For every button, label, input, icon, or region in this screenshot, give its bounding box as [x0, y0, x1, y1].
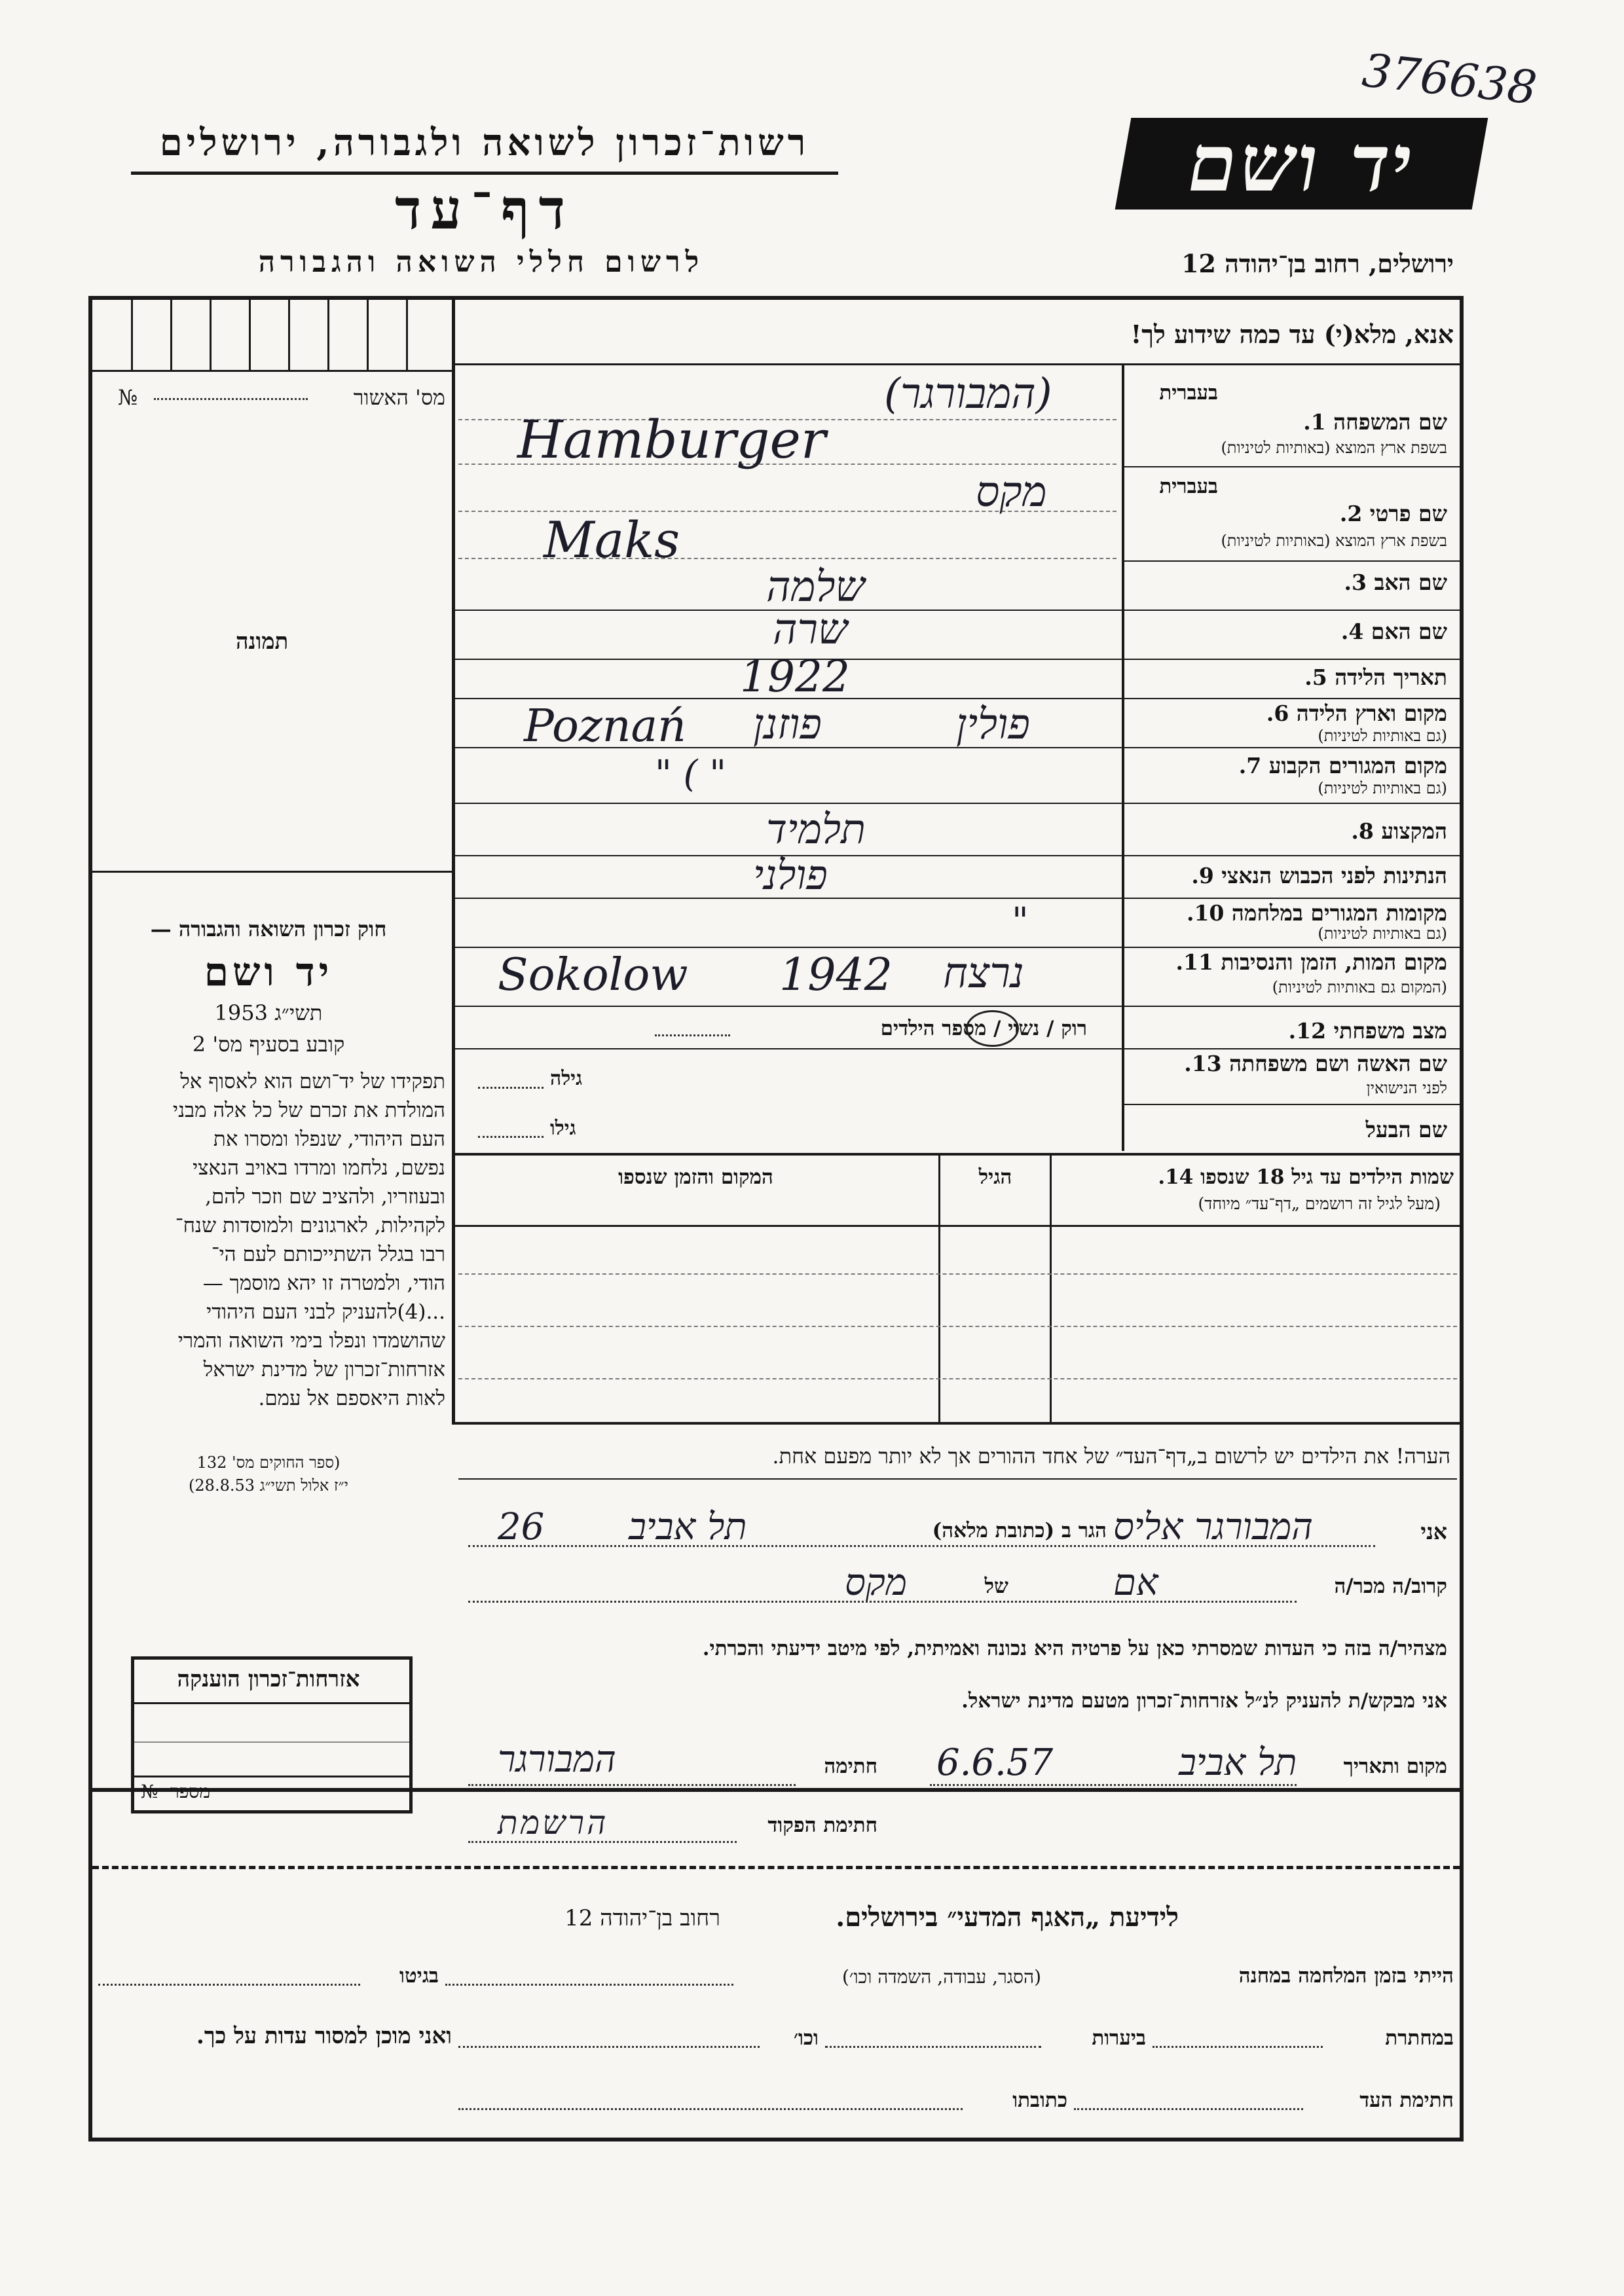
- note-text: הערה! את הילדים יש לרשום ב„דף־העד״ של אחד ההורים אך לא יותר מפעם אחת.: [772, 1444, 1450, 1468]
- field-11-sub: (המקום גם באותיות לטיניות): [1272, 978, 1447, 996]
- approval-number-label: מס' האשור: [353, 385, 445, 410]
- footer-line2-b: ביערות: [1092, 2026, 1146, 2050]
- law-name: יד ושם: [204, 949, 333, 995]
- decl-date-value[interactable]: 6.6.57: [936, 1741, 1054, 1784]
- archive-number: 376638: [1359, 43, 1540, 115]
- decl-relative-label: קרוב/ה מכר/ה: [1334, 1575, 1447, 1598]
- field-2-value-latin[interactable]: Maks: [544, 511, 680, 569]
- decl-address-number[interactable]: 26: [498, 1506, 545, 1548]
- left-column-divider: [452, 296, 455, 1422]
- field-6-value-country[interactable]: פולין: [956, 701, 1030, 749]
- footer-line1-c: בגיטו: [399, 1964, 439, 1988]
- field-4-value[interactable]: שרה: [773, 606, 848, 654]
- field-11-value-latin[interactable]: Sokolow: [498, 949, 688, 1001]
- frame-top: [88, 296, 1464, 300]
- approval-number-symbol: №: [118, 385, 138, 410]
- form-title: דף־עד: [394, 177, 574, 242]
- footer-line1-b: (הסגר, עבודה, השמדה וכו׳): [841, 1966, 1041, 1988]
- field-9-value[interactable]: פולני: [753, 851, 828, 899]
- field-10-value[interactable]: ": [1012, 900, 1029, 943]
- field-7-sub: (גם באותיות לטיניות): [1318, 779, 1447, 797]
- footer-separator: [92, 1866, 1460, 1869]
- field-10-sub: (גם באותיות לטיניות): [1318, 924, 1447, 943]
- authority-underline: [131, 172, 838, 175]
- field-11-value-hebrew[interactable]: נרצח: [943, 949, 1024, 998]
- header-address: ירושלים, רחוב בן־יהודה 12: [1181, 249, 1454, 278]
- footer-line3-b: כתובתו: [1012, 2088, 1067, 2112]
- field-7-label: מקום המגורים הקבוע 7.: [1238, 753, 1447, 778]
- field-1-label: שם המשפחה 1.: [1303, 409, 1447, 435]
- decl-place-value[interactable]: תל אביב: [1179, 1741, 1297, 1784]
- field-9-label: הנתינות לפני הכבוש הנאצי 9.: [1191, 863, 1447, 888]
- field-1-value-hebrew[interactable]: (המבורגר): [884, 370, 1052, 418]
- children-col-age: הגיל: [978, 1165, 1012, 1189]
- instruction-bottom: [452, 363, 1464, 365]
- footer-right: [1460, 1788, 1464, 2141]
- frame-right: [1460, 296, 1464, 1792]
- law-year: תשי״ג 1953: [214, 1000, 323, 1025]
- law-body: תפקידו של יד־ושם הוא לאסוף אל המולדת את זכרם של כל אלה מבני העם היהודי, שנפלו ומסרו את נפשם, נלחמו ומרדו באויב הנאצי ובעוזריו, ולהציב שם וזכר להם, לקהילות, לארגונים ולמוסדות שנח־ רבו בגלל השתייכותם לעם הי־ הודי, ולמטרה זו יהא מוסמך — ...(4)להעניק לבני העם היהודי שהושמדו ונפלו בימי השואה והמרי אזרחות־זכרון של מדינת ישראל לאות היאספם אל עמם.: [172, 1070, 445, 1410]
- decl-official-label: חתימת הפקוד: [767, 1813, 877, 1837]
- decl-address-value[interactable]: תל אביב: [629, 1506, 747, 1548]
- footer-address: רחוב בן־יהודה 12: [564, 1905, 720, 1931]
- boxes-bottom: [88, 370, 455, 372]
- field-2-label: שם פרטי 2.: [1339, 501, 1447, 526]
- decl-relation-value[interactable]: אם: [1113, 1561, 1158, 1604]
- decl-official-value[interactable]: הרשמת: [498, 1804, 609, 1842]
- decl-i-label: אני: [1420, 1519, 1447, 1544]
- decl-place-date-label: מקום ותאריך: [1343, 1755, 1447, 1778]
- field-5-value[interactable]: 1922: [740, 651, 850, 702]
- footer-line2-a: במחתרת: [1385, 2026, 1454, 2050]
- field-3-value[interactable]: שלמה: [766, 563, 865, 611]
- field-8-value[interactable]: תלמיד: [766, 805, 866, 853]
- decl-i-value[interactable]: המבורגר אליס: [1113, 1506, 1313, 1548]
- children-age-divider: [1050, 1154, 1052, 1423]
- decl-statement: מצהיר/ה בזה כי העדות שמסרתי כאן על פרטיה היא נכונה ואמיתית, לפי מיטב ידיעתי והכרתי.: [702, 1637, 1447, 1660]
- footer-title: לידיעת „האגף המדעי״ בירושלים.: [836, 1902, 1179, 1933]
- field-12-label: מצב משפחתי 12.: [1288, 1018, 1447, 1044]
- photo-label: תמונה: [236, 629, 289, 655]
- field-6-value-latin[interactable]: Poznań: [524, 701, 686, 752]
- law-ref-2: י״ז אלול תשי״ג 28.8.53): [189, 1476, 348, 1495]
- citizenship-number-symbol: №: [141, 1781, 158, 1802]
- decl-request: אני מבקש/ת להעניק לנ״ל אזרחות־זכרון מטעם מדינת ישראל.: [961, 1689, 1447, 1713]
- field-12-options: רוק / נשוי / מספר הילדים: [880, 1017, 1087, 1040]
- instruction-text: אנא, מלא(י) עד כמה שידוע לך!: [1130, 319, 1454, 349]
- field-6-value-hebrew[interactable]: פוזנן: [753, 701, 822, 749]
- photo-bottom: [88, 871, 455, 873]
- husband-label: שם הבעל: [1365, 1117, 1447, 1142]
- footer-left: [88, 1788, 92, 2141]
- field-1-sub: בשפת ארץ המוצא (באותיות לטיניות): [1221, 439, 1447, 457]
- field-13-age-label: גילה: [550, 1067, 583, 1090]
- citizenship-box-title: אזרחות־זכרון הוענקה: [177, 1666, 360, 1692]
- field-6-label: מקום וארץ הלידה 6.: [1266, 701, 1447, 726]
- footer-line2-d: ואני מוכן למסור עדות על כך.: [196, 2023, 452, 2049]
- field-2-sub: בשפת ארץ המוצא (באותיות לטיניות): [1221, 532, 1447, 550]
- yad-vashem-logo: יד ושם: [1115, 118, 1488, 210]
- husband-age-label: גילו: [550, 1117, 576, 1140]
- decl-signature-label: חתימה: [824, 1755, 877, 1778]
- law-heading: חוק זכרון השואה והגבורה —: [150, 917, 387, 941]
- decl-lives-label: הגר ב (כתובת מלאה): [932, 1519, 1107, 1542]
- field-7-value[interactable]: " ( ": [655, 753, 726, 795]
- footer-line3-a: חתימת העד: [1359, 2088, 1454, 2112]
- frame-left: [88, 296, 92, 1792]
- field-5-label: תאריך הלידה 5.: [1304, 665, 1447, 690]
- field-8-label: המקצוע 8.: [1351, 818, 1447, 844]
- citizenship-number-label: מספר: [170, 1781, 210, 1802]
- decl-signature-value[interactable]: המבורגר: [498, 1738, 616, 1781]
- children-header: שמות הילדים עד גיל 18 שנספו 14.: [1158, 1165, 1454, 1189]
- field-1-tag: בעברית: [1159, 381, 1218, 405]
- children-col-place: המקום והזמן שנספו: [618, 1165, 773, 1189]
- footer-line1-a: הייתי בזמן המלחמה במחנה: [1238, 1964, 1454, 1988]
- authority-name: רשות־זכרון לשואה ולגבורה, ירושלים: [159, 121, 810, 164]
- label-column-divider: [1122, 365, 1124, 1151]
- law-ref-1: (ספר החוקים מס' 132: [196, 1453, 341, 1472]
- field-3-label: שם האב 3.: [1344, 570, 1447, 595]
- field-1-value-latin[interactable]: Hamburger: [517, 409, 826, 470]
- footer-line2-c: וכו׳: [793, 2026, 819, 2050]
- decl-of-value[interactable]: מקס: [845, 1561, 908, 1604]
- field-4-label: שם האם 4.: [1340, 619, 1447, 644]
- field-6-sub: (גם באותיות לטיניות): [1318, 727, 1447, 745]
- marital-status-circle: [966, 1010, 1019, 1047]
- children-place-divider: [938, 1154, 940, 1423]
- field-2-value-hebrew[interactable]: מקס: [976, 468, 1047, 517]
- field-2-tag: בעברית: [1159, 475, 1218, 498]
- children-sub: (מעל לגיל זה רושמים „דף־עד״ מיוחד): [1198, 1194, 1441, 1213]
- form-subtitle: לרשום חללי השואה והגבורה: [258, 246, 705, 279]
- field-11-value-date[interactable]: 1942: [779, 949, 893, 1001]
- field-11-label: מקום המות, הזמן והנסיבות 11.: [1175, 949, 1447, 975]
- field-13-sub: לפני הנישואין: [1366, 1079, 1447, 1097]
- approval-number-field[interactable]: [154, 398, 308, 400]
- decl-of-label: של: [984, 1575, 1008, 1598]
- law-section: קובע בסעיף מס' 2: [192, 1032, 345, 1057]
- field-13-label: שם האשה ושם משפחתה 13.: [1184, 1051, 1447, 1076]
- field-10-label: מקומות המגורים במלחמה 10.: [1186, 900, 1447, 926]
- footer-bottom: [88, 2138, 1464, 2141]
